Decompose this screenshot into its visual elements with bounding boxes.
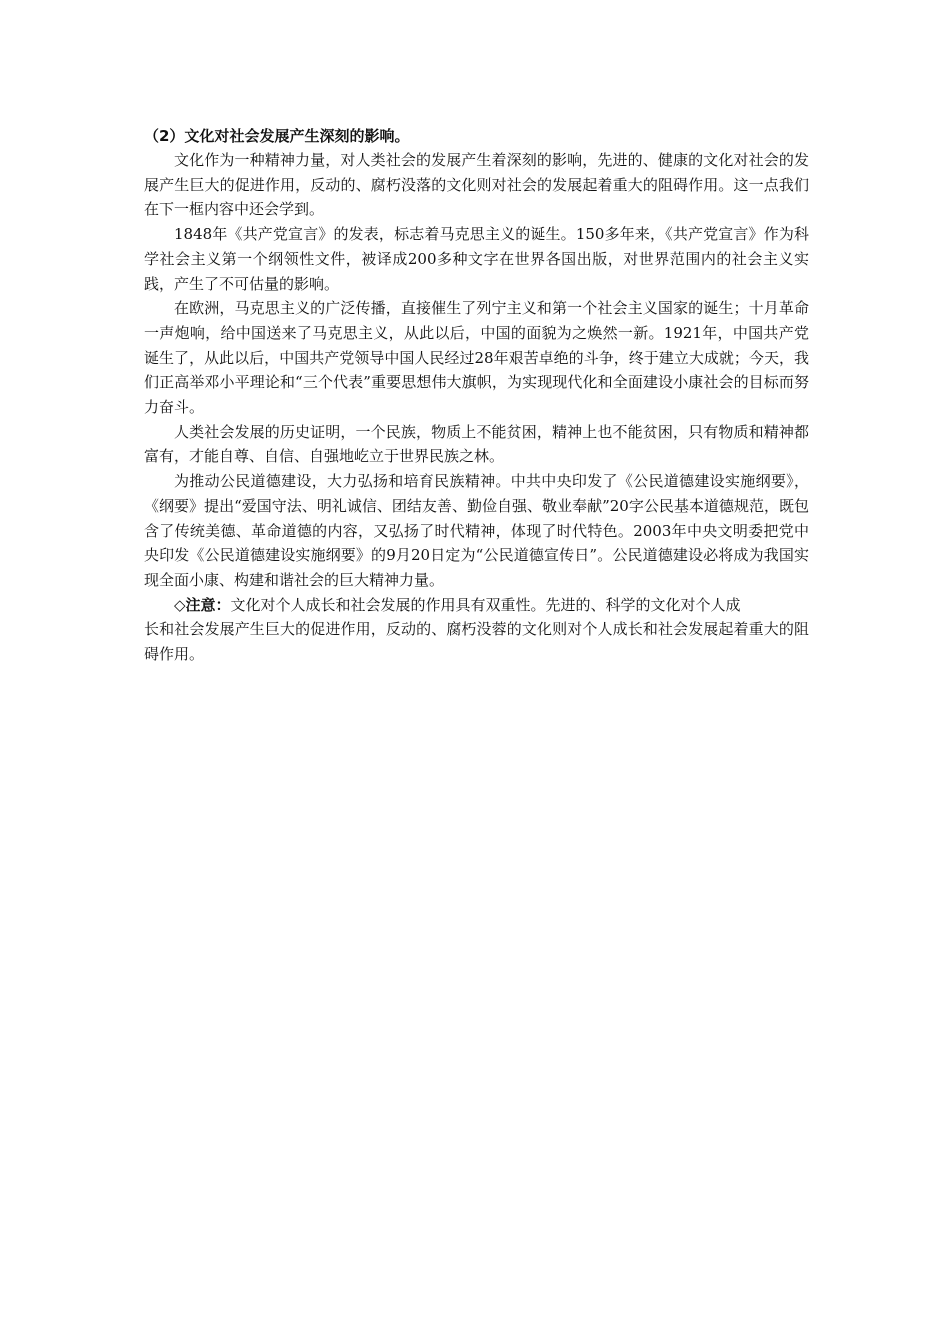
paragraph-communist-manifesto: 1848年《共产党宣言》的发表，标志着马克思主义的诞生。150多年来，《共产党宣言》作为科学社会主义第一个纲领性文件，被译成200多种文字在世界各国出版，对世界范围内的社会主义实践，产生了不可估量的影响。: [144, 225, 809, 293]
section-heading: （2）文化对社会发展产生深刻的影响。: [144, 127, 410, 145]
note-label: ◇注意：: [174, 595, 231, 614]
document-page: [144, 124, 809, 667]
note-paragraph: [144, 593, 809, 618]
paragraph-marxism-spread: 在欧洲，马克思主义的广泛传播，直接催生了列宁主义和第一个社会主义国家的诞生；十月革命一声炮响，给中国送来了马克思主义，从此以后，中国的面貌为之焕然一新。1921年，中国共产党诞生了，从此以后，中国共产党领导中国人民经过28年艰苦卓绝的斗争，终于建立大成就；今天，我们正高举邓小平理论和“三个代表”重要思想伟大旗帜，为实现现代化和全面建设小康社会的目标而努力奋斗。: [144, 299, 809, 417]
paragraph-civic-morality: 为推动公民道德建设，大力弘扬和培育民族精神。中共中央印发了《公民道德建设实施纲要》，《纲要》提出“爱国守法、明礼诚信、团结友善、勤俭自强、敬业奉献”20字公民基本道德规范，既包含了传统美德、革命道德的内容，又弘扬了时代精神，体现了时代特色。2003年中央文明委把党中央印发《公民道德建设实施纲要》的9月20日定为“公民道德宣传日”。公民道德建设必将成为我国实现全面小康、构建和谐社会的巨大精神力量。: [144, 472, 809, 589]
paragraph-culture-force: 文化作为一种精神力量，对人类社会的发展产生着深刻的影响，先进的、健康的文化对社会的发展产生巨大的促进作用，反动的、腐朽没落的文化则对社会的发展起着重大的阻碍作用。这一点我们在下一框内容中还会学到。: [144, 151, 809, 219]
paragraph-history-proof: 人类社会发展的历史证明，一个民族，物质上不能贫困，精神上也不能贫困，只有物质和精神都富有，才能自尊、自信、自强地屹立于世界民族之林。: [144, 422, 809, 466]
note-text-first: 文化对个人成长和社会发展的作用具有双重性。先进的、科学的文化对个人成: [230, 595, 741, 614]
note-continuation: 长和社会发展产生巨大的促进作用，反动的、腐朽没蓉的文化则对个人成长和社会发展起着重大的阻碍作用。: [144, 620, 809, 664]
